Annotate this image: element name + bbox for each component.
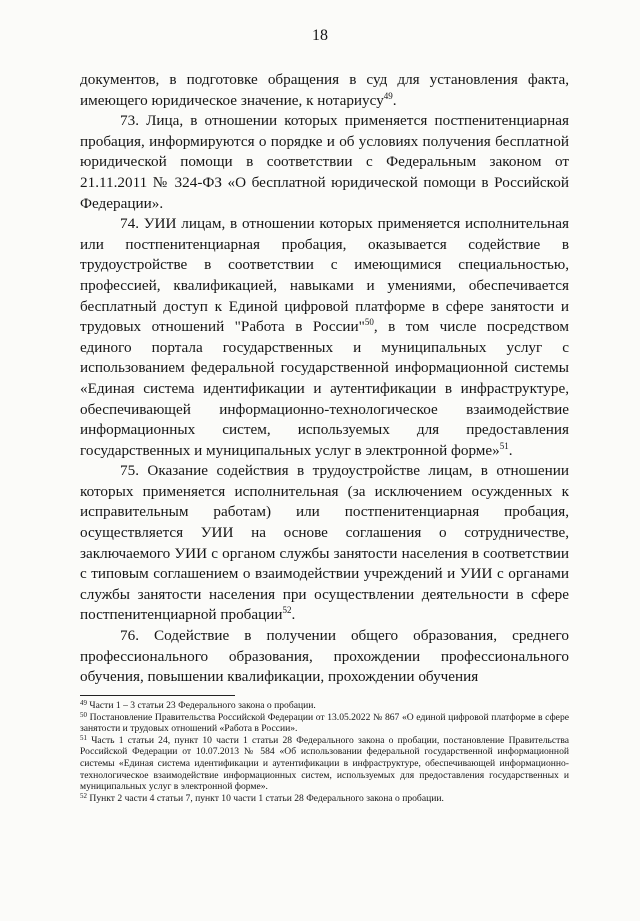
footnote-50: $^{50}$ Постановление Правительства Российской Федерации от 13.05.2022 № 867 «О единой цифровой платформе в сфере занятости и трудовых отношений «Работа в России».	[80, 710, 569, 735]
footnotes	[80, 700, 569, 804]
paragraph-74: 74. УИИ лицам, в отношении которых применяется исполнительная или постпенитенциарная пробация, оказывается содействие в трудоустройстве в соответствии с имеющимися специальностью, профессией, квалификацией, навыками и умениями, обеспечивается бесплатный доступ к Единой цифровой платформе в сфере занятости и трудовых отношений "Работа в России"$^{50}$, в том числе посредством единого портала государственных и муниципальных услуг с использованием федеральной государственной информационной системы «Единая система идентификации и аутентификации в инфраструктуре, обеспечивающей информационно-технологическое взаимодействие информационных систем, используемых для предоставления государственных и муниципальных услуг в электронной форме»$^{51}$.	[80, 215, 569, 459]
paragraph-continuation: документов, в подготовке обращения в суд для установления факта, имеющего юридическое значение, к нотариусу$^{49}$.	[80, 71, 569, 109]
page-number: 18	[312, 27, 328, 44]
body-text	[80, 70, 569, 688]
footnote-52: $^{52}$ Пункт 2 части 4 статьи 7, пункт 10 части 1 статьи 28 Федерального закона о пробации.	[80, 791, 444, 804]
paragraph-75: 75. Оказание содействия в трудоустройстве лицам, в отношении которых применяется исполнительная (за исключением осужденных к исправительным работам) или постпенитенциарная пробация, осуществляется УИИ на основе соглашения о сотрудничестве, заключаемого УИИ с органом службы занятости населения в соответствии с типовым соглашением о взаимодействии учреждений и УИИ с органами службы занятости населения при осуществлении деятельности в сфере постпенитенциарной пробации$^{52}$.	[80, 462, 569, 624]
footnote-ref-50: 50	[364, 317, 374, 328]
paragraph-76: 76. Содействие в получении общего образования, среднего профессионального образования, прохождении профессионального обучения, повышении квалификации, прохождении обучения	[80, 627, 569, 686]
footnote-divider	[80, 695, 235, 696]
paragraph-73: 73. Лица, в отношении которых применяется постпенитенциарная пробация, информируются о порядке и об условиях получения бесплатной юридической помощи в соответствии с Федеральным законом от 21.11.2011 № 324-ФЗ «О бесплатной юридической помощи в Российской Федерации».	[80, 112, 569, 212]
footnote-51: $^{51}$ Часть 1 статьи 24, пункт 10 части 1 статьи 28 Федерального закона о пробации, постановление Правительства Российской Федерации от 10.07.2013 № 584 «Об использовании федеральной государственной информационной системы «Единая система идентификации и аутентификации в инфраструктуре, обеспечивающей информационно-технологическое взаимодействие информационных систем, используемых для предоставления государственных и муниципальных услуг в электронной форме».	[80, 733, 569, 793]
footnote-ref-52: 52	[282, 605, 292, 616]
footnote-49: $^{49}$ Части 1 – 3 статьи 23 Федерального закона о пробации.	[80, 699, 316, 711]
footnote-ref-49: 49	[383, 90, 393, 101]
footnote-ref-51: 51	[499, 440, 509, 451]
